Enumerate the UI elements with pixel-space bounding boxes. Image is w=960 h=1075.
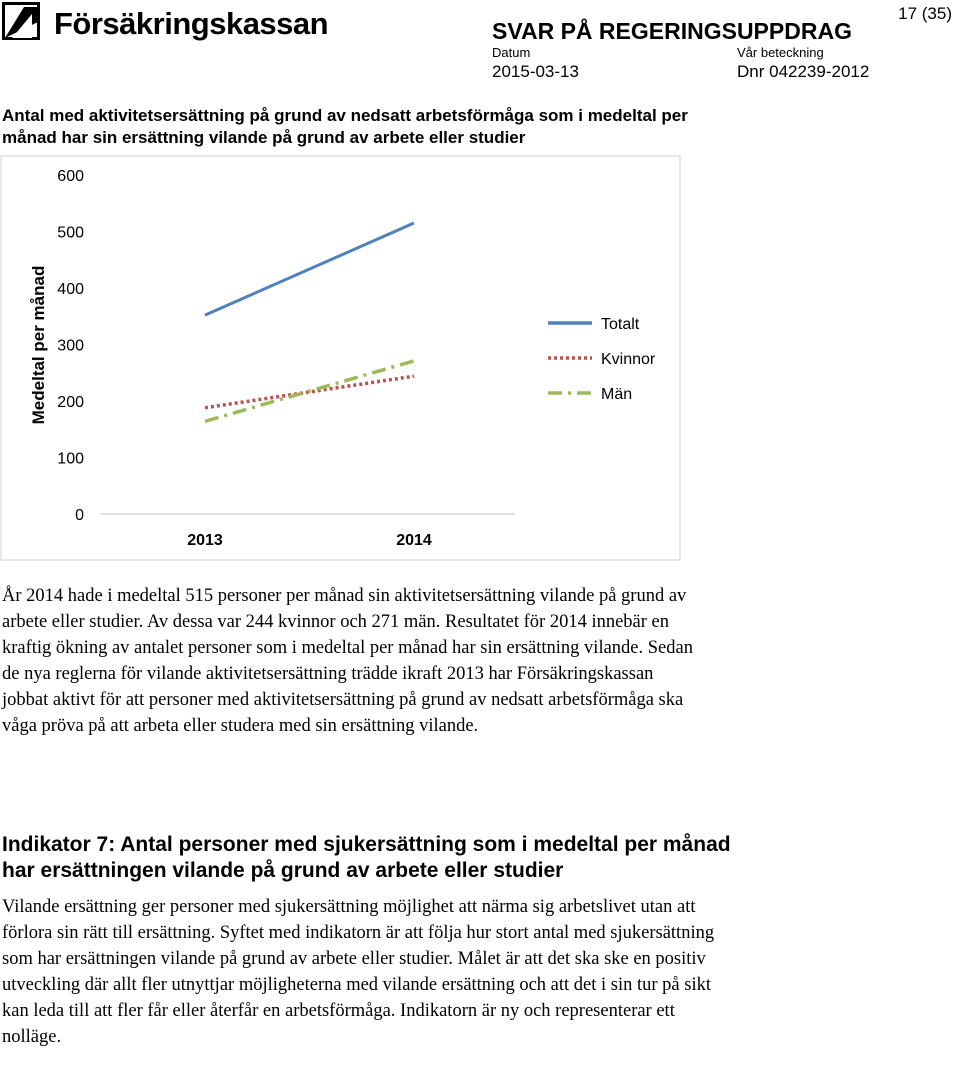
- chart-heading: Antal med aktivitetsersättning på grund av nedsatt arbetsförmåga som i medeltal per månad har sin ersättning vilande på grund av arbete eller studier: [2, 106, 688, 147]
- y-tick-label: 0: [75, 507, 84, 524]
- result-paragraph: År 2014 hade i medeltal 515 personer per månad sin aktivitetsersättning vilande på grund av arbete eller studier. Av dessa var 244 kvinnor och 271 män. Resultatet för 2014 innebär en kraftig ökning av antalet personer som i medeltal per månad har sin ersättning vilande. Sedan de nya reglerna för vilande aktivitetsersättning trädde ikraft 2013 har Försäkringskassan jobbat aktivt för att personer med aktivitetsersättning på grund av nedsatt arbetsförmåga ska våga pröva på att arbeta eller studera med sin ersättning vilande.: [2, 586, 693, 736]
- indicator-paragraph: Vilande ersättning ger personer med sjukersättning möjlighet att närma sig arbetslivet utan att förlora sin rätt till ersättning. Syftet med indikatorn är att följa hur stort antal med sjukersättning som har ersättningen vilande på grund av arbete eller studier. Målet är att det ska ske en positiv utveckling där allt fler utnyttjar möjligheterna med vilande ersättning och att det i sin tur på sikt kan leda till att fler får eller återfår en arbetsförmåga. Indikatorn är ny och representerar ett nolläge.: [2, 897, 715, 1047]
- y-tick-label: 600: [57, 168, 84, 185]
- document-title: SVAR PÅ REGERINGSUPPDRAG: [492, 18, 852, 44]
- section-heading: Indikator 7: Antal personer med sjukersättning som i medeltal per månad har ersättningen vilande på grund av arbete eller studier: [2, 833, 731, 882]
- y-tick-label: 400: [57, 281, 84, 298]
- y-tick-label: 100: [57, 450, 84, 468]
- reference-label: Vår beteckning: [737, 45, 824, 60]
- legend-label: Kvinnor: [601, 351, 656, 368]
- y-tick-label: 200: [57, 394, 84, 411]
- legend-label: Män: [601, 386, 633, 403]
- line-chart: [0, 155, 690, 565]
- x-tick-label: 2014: [396, 532, 432, 549]
- forsakringskassan-logo-icon: [2, 2, 40, 40]
- date-label: Datum: [492, 45, 531, 60]
- reference-value: Dnr 042239-2012: [737, 62, 870, 81]
- legend-label: Totalt: [601, 316, 640, 333]
- y-tick-label: 500: [57, 224, 84, 242]
- date-value: 2015-03-13: [492, 62, 579, 81]
- y-tick-label: 300: [57, 337, 84, 355]
- brand-name: Försäkringskassan: [54, 6, 329, 41]
- y-axis-title: Medeltal per månad: [29, 265, 48, 425]
- page-number: 17 (35): [898, 4, 952, 23]
- x-tick-label: 2013: [187, 532, 223, 549]
